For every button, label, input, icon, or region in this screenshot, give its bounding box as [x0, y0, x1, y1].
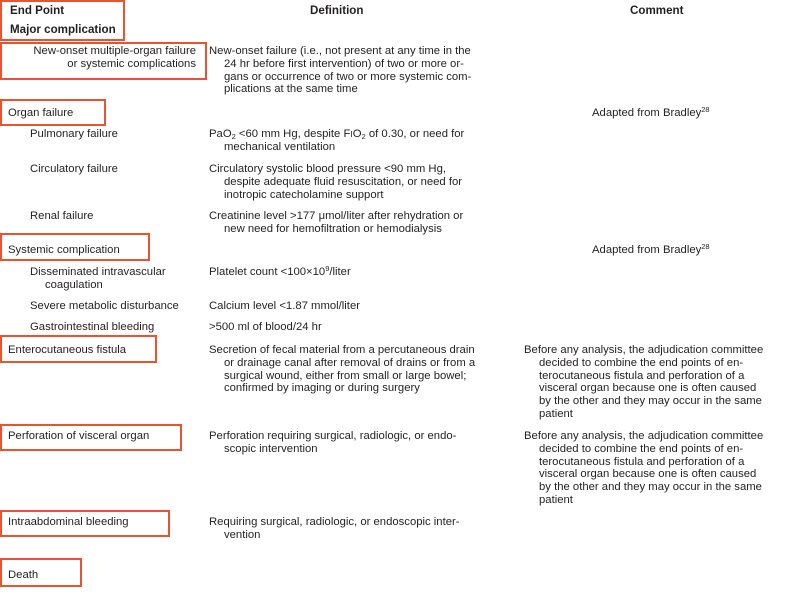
reference-superscript: 28 [701, 105, 710, 114]
definition-line: New-onset failure (i.e., not present at any time in the [209, 45, 471, 57]
end-point-circulatory-failure: Circulatory failure [30, 163, 118, 175]
definition-line: or drainage canal after removal of drains or from a [224, 356, 476, 369]
highlight-box-perforation [0, 424, 182, 451]
definition-text: /liter [329, 266, 351, 278]
section-major-complication: Major complication [10, 23, 116, 36]
highlight-box-header [0, 0, 125, 41]
highlight-box-mof [0, 42, 207, 80]
end-point-mof-line: New-onset multiple-organ failure [33, 45, 196, 57]
definition-gi-bleeding: >500 ml of blood/24 hr [209, 321, 322, 333]
definition-line: gans or occurrence of two or more systemic com- [224, 70, 472, 83]
definition-text: Platelet count <100×10 [209, 266, 326, 278]
small-caps-text: I [350, 129, 353, 139]
definition-line [209, 128, 464, 141]
comment-line: by the other and they may occur in the same [539, 395, 762, 408]
end-point-line: coagulation [45, 278, 103, 291]
definition-line: despite adequate fluid resuscitation, or need for [224, 175, 463, 188]
end-point-renal-failure: Renal failure [30, 210, 94, 222]
definition-line: Requiring surgical, radiologic, or endoscopic inter- [209, 516, 460, 528]
definition-line: Perforation requiring surgical, radiologic, or endo- [209, 430, 457, 442]
definition-metabolic: Calcium level <1.87 mmol/liter [209, 300, 360, 312]
comment-line: terocutaneous fistula and perforation of a [539, 369, 745, 382]
definition-line: vention [224, 528, 261, 541]
end-point-organ-failure: Organ failure [8, 107, 74, 119]
comment-line: decided to combine the end points of en- [539, 356, 744, 369]
definition-line: plications at the same time [224, 83, 358, 96]
definition-renal [209, 210, 463, 236]
end-point-pulmonary-failure: Pulmonary failure [30, 128, 118, 140]
definition-line: scopic intervention [224, 442, 318, 455]
end-point-perforation: Perforation of visceral organ [8, 430, 150, 442]
highlight-box-systemic [0, 233, 150, 261]
definition-line: surgical wound, either from small or large bowel; [224, 369, 467, 382]
definition-fistula [209, 344, 475, 395]
definition-line: new need for hemofiltration or hemodialysis [224, 222, 442, 235]
definition-perforation [209, 430, 456, 456]
end-point-gi-bleeding: Gastrointestinal bleeding [30, 321, 155, 333]
end-point-line: Disseminated intravascular [30, 266, 166, 278]
subscript: 2 [361, 132, 366, 141]
definition-pulmonary [209, 128, 464, 154]
definition-line: mechanical ventilation [224, 140, 336, 153]
definition-text: PaO [209, 128, 232, 140]
end-point-dic [30, 266, 166, 292]
subscript: 2 [231, 132, 236, 141]
definition-circulatory [209, 163, 462, 201]
header-comment: Comment [630, 4, 684, 17]
comment-line: terocutaneous fistula and perforation of a [539, 455, 745, 468]
highlight-box-fistula [0, 335, 157, 363]
definition-line: inotropic catecholamine support [224, 188, 384, 201]
comment-line: visceral organ because one is often caused [539, 468, 757, 481]
comment-line: visceral organ because one is often caused [539, 382, 757, 395]
definition-mof [209, 45, 471, 96]
definition-dic [209, 266, 351, 279]
end-point-enterocutaneous-fistula: Enterocutaneous fistula [8, 344, 127, 356]
comment-organ-failure [592, 107, 710, 120]
comment-line: decided to combine the end points of en- [539, 442, 744, 455]
comment-perforation [524, 430, 763, 507]
comment-text: Adapted from Bradley [592, 244, 702, 256]
definition-text: <60 mm Hg, despite F [235, 128, 351, 140]
comment-fistula [524, 344, 763, 421]
reference-superscript: 28 [701, 242, 710, 251]
definition-text: of 0.30, or need for [365, 128, 465, 140]
end-point-mof-line: or systemic complications [67, 57, 196, 70]
end-point-metabolic-disturbance: Severe metabolic disturbance [30, 300, 179, 312]
definition-intraabdominal [209, 516, 460, 542]
definition-line: Circulatory systolic blood pressure <90 mm Hg, [209, 163, 447, 175]
definition-text: O [352, 128, 362, 140]
definition-line: 24 hr before first intervention) of two or more or- [224, 57, 464, 70]
definition-line: confirmed by imaging or during surgery [224, 382, 420, 395]
end-point-intraabdominal-bleeding: Intraabdominal bleeding [8, 516, 129, 528]
comment-line: Before any analysis, the adjudication committee [524, 344, 764, 356]
end-point-death: Death [8, 569, 39, 581]
comment-line: patient [539, 493, 573, 506]
comment-line: patient [539, 407, 573, 420]
highlight-box-death [0, 558, 82, 587]
highlight-box-organ-failure [0, 99, 106, 126]
comment-systemic [592, 244, 710, 257]
comment-line: by the other and they may occur in the same [539, 481, 762, 494]
comment-text: Adapted from Bradley [592, 107, 702, 119]
definition-line: Secretion of fecal material from a percutaneous drain [209, 344, 475, 356]
superscript: 9 [325, 264, 330, 273]
highlight-box-intraabdominal [0, 510, 170, 537]
header-definition: Definition [310, 4, 364, 17]
definition-line: Creatinine level >177 μmol/liter after rehydration or [209, 210, 464, 222]
end-point-systemic-complication: Systemic complication [8, 244, 120, 256]
header-end-point: End Point [10, 4, 65, 17]
comment-line: Before any analysis, the adjudication committee [524, 430, 764, 442]
